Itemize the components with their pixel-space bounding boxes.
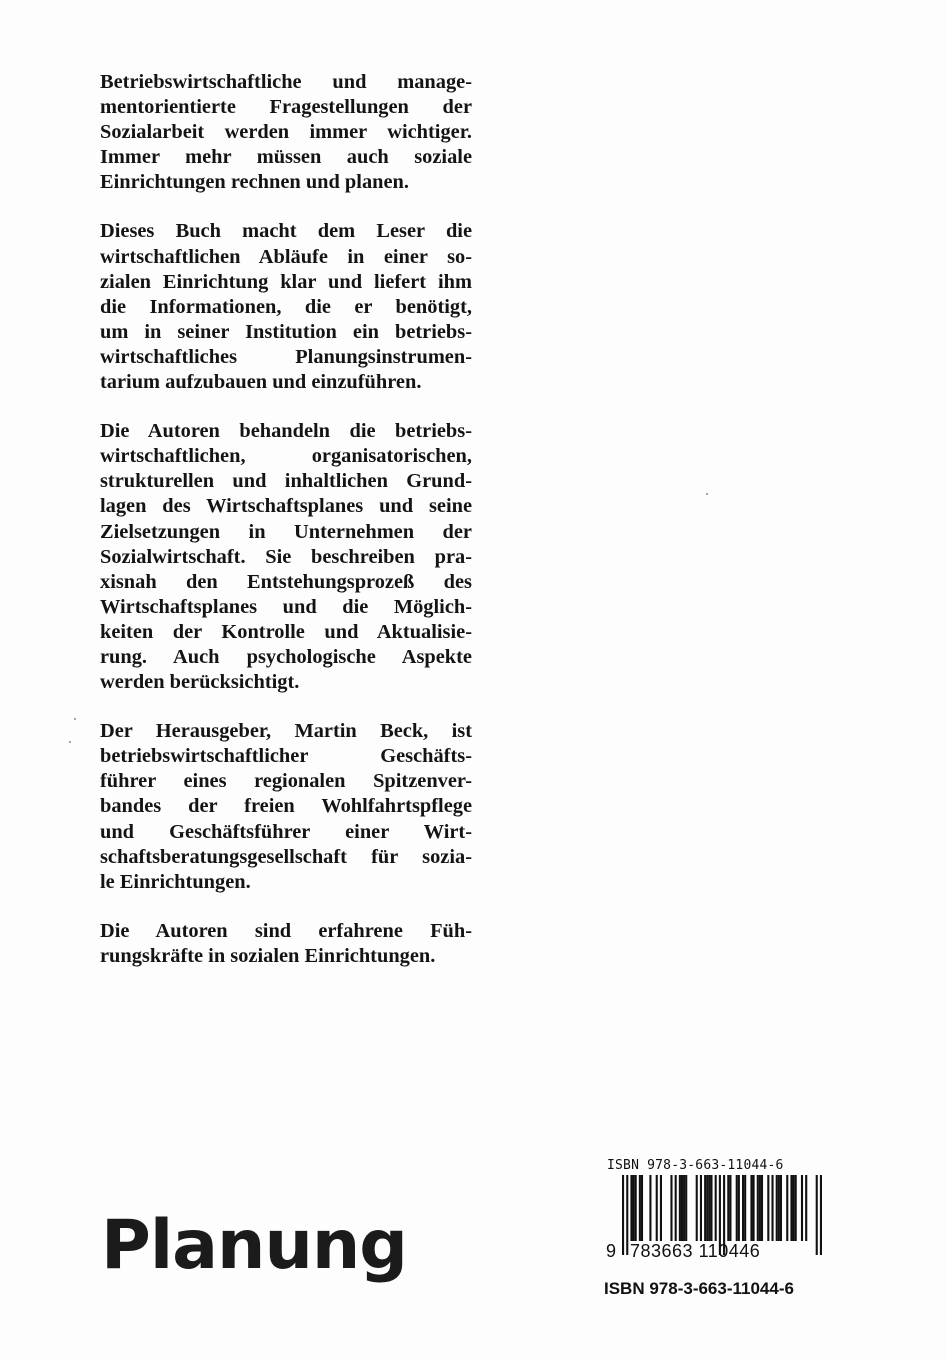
barcode-bar (649, 1175, 651, 1241)
barcode-bar (622, 1175, 624, 1255)
barcode-bar (786, 1175, 788, 1241)
blurb-line: Immer mehr müssen auch soziale (100, 146, 472, 169)
barcode-bar (738, 1175, 740, 1241)
barcode-bar (753, 1175, 755, 1241)
barcode-bar (639, 1175, 641, 1241)
blurb-line: und Geschäftsführer einer Wirt- (100, 820, 472, 843)
barcode-bar (708, 1175, 710, 1241)
blurb-line: keiten der Kontrolle und Aktualisie- (100, 620, 472, 643)
barcode-bar (630, 1175, 632, 1241)
blurb-line: Sozialwirtschaft. Sie beschreiben pra- (100, 545, 472, 568)
blurb-line: Wirtschaftsplanes und die Möglich- (100, 595, 472, 618)
blurb-line: wirtschaftlichen, organisatorischen, (100, 445, 472, 468)
barcode-bar (715, 1175, 717, 1241)
barcode-bar (744, 1175, 746, 1241)
barcode-bar (790, 1175, 792, 1241)
isbn-bottom-label: ISBN 978-3-663-11044-6 (604, 1279, 794, 1298)
blurb-line: die Informationen, die er benötigt, (100, 295, 472, 318)
barcode-bar (685, 1175, 687, 1241)
barcode-bar (641, 1175, 643, 1241)
blurb-line: strukturellen und inhaltlichen Grund- (100, 470, 472, 493)
blurb-line: xisnah den Entstehungsprozeß des (100, 570, 472, 593)
barcode-bar (805, 1175, 807, 1241)
blurb-line: Zielsetzungen in Unternehmen der (100, 520, 472, 543)
blurb-line: bandes der freien Wohlfahrtspflege (100, 795, 472, 818)
blurb-line: wirtschaftlichen Abläufe in einer so- (100, 245, 472, 268)
blurb-line: um in seiner Institution ein betriebs- (100, 320, 472, 343)
barcode-bar (816, 1175, 818, 1255)
barcode-bar (776, 1175, 778, 1241)
barcode-bar (778, 1175, 780, 1241)
barcode-bar (780, 1175, 782, 1241)
blurb-line: wirtschaftliches Planungsinstrumen- (100, 345, 472, 368)
blurb-line: rung. Auch psychologische Aspekte (100, 645, 472, 668)
barcode-bar (679, 1175, 681, 1241)
blurb-line: schaftsberatungsgesellschaft für sozia- (100, 845, 472, 868)
blurb-line: mentorientierte Fragestellungen der (100, 96, 472, 119)
barcode-bar (626, 1175, 628, 1255)
blurb-paragraph (100, 419, 472, 695)
barcode-bar (729, 1175, 731, 1241)
blurb-line: Dieses Buch macht dem Leser die (100, 220, 472, 243)
barcode-bar (727, 1175, 729, 1241)
blurb-paragraph (100, 919, 472, 969)
barcode-bar (750, 1175, 752, 1241)
blurb-line: Die Autoren sind erfahrene Füh- (100, 919, 472, 942)
ean-digits: 783663 110446 (630, 1241, 761, 1261)
blurb-paragraph (100, 70, 472, 195)
barcode-bar (696, 1175, 698, 1241)
barcode-bar (736, 1175, 738, 1241)
barcode-bar (710, 1175, 712, 1241)
barcode-bar (633, 1175, 635, 1241)
blurb-line: zialen Einrichtung klar und liefert ihm (100, 270, 472, 293)
blurb-line: Einrichtungen rechnen und planen. (100, 171, 409, 194)
blurb-line: betriebswirtschaftlicher Geschäfts- (100, 745, 472, 768)
blurb-paragraph (100, 219, 472, 395)
barcode-bar (742, 1175, 744, 1241)
blurb-line: lagen des Wirtschaftsplanes und seine (100, 495, 472, 518)
barcode-bar (793, 1175, 795, 1241)
blurb-line: werden berücksichtigt. (100, 671, 300, 694)
barcode-bar (759, 1175, 761, 1241)
scan-speck (69, 741, 71, 743)
barcode-bar (757, 1175, 759, 1241)
barcode-bar (656, 1175, 658, 1241)
barcode-bar (681, 1175, 683, 1241)
barcode-bar (660, 1175, 662, 1241)
barcode-bar (683, 1175, 685, 1241)
barcode-bar (706, 1175, 708, 1241)
isbn-top-label: ISBN 978-3-663-11044-6 (607, 1158, 784, 1173)
blurb-paragraph (100, 719, 472, 895)
ean-first-digit: 9 (606, 1241, 617, 1261)
blurb-line: le Einrichtungen. (100, 870, 251, 893)
barcode-bar (771, 1175, 773, 1241)
barcode-bar (761, 1175, 763, 1241)
barcode-bar (700, 1175, 702, 1241)
blurb-text (100, 70, 472, 993)
scan-speck (706, 493, 708, 495)
blurb-line: rungskräfte in sozialen Einrichtungen. (100, 944, 436, 967)
barcode-bar (675, 1175, 677, 1241)
barcode-bar (704, 1175, 706, 1241)
scan-speck (74, 718, 76, 720)
series-title: Planung (101, 1206, 407, 1285)
blurb-line: führer eines regionalen Spitzenver- (100, 770, 472, 793)
barcode-bar (670, 1175, 672, 1241)
barcode-bar (635, 1175, 637, 1241)
blurb-line: Die Autoren behandeln die betriebs- (100, 420, 472, 443)
barcode-bar (795, 1175, 797, 1241)
blurb-line: Sozialarbeit werden immer wichtiger. (100, 121, 472, 144)
barcode-bar (767, 1175, 769, 1241)
barcode-bar (820, 1175, 822, 1255)
blurb-line: Betriebswirtschaftliche und manage- (100, 71, 472, 93)
barcode-bar (801, 1175, 803, 1241)
blurb-line: tarium aufzubauen und einzuführen. (100, 371, 422, 394)
blurb-line: Der Herausgeber, Martin Beck, ist (100, 720, 472, 743)
